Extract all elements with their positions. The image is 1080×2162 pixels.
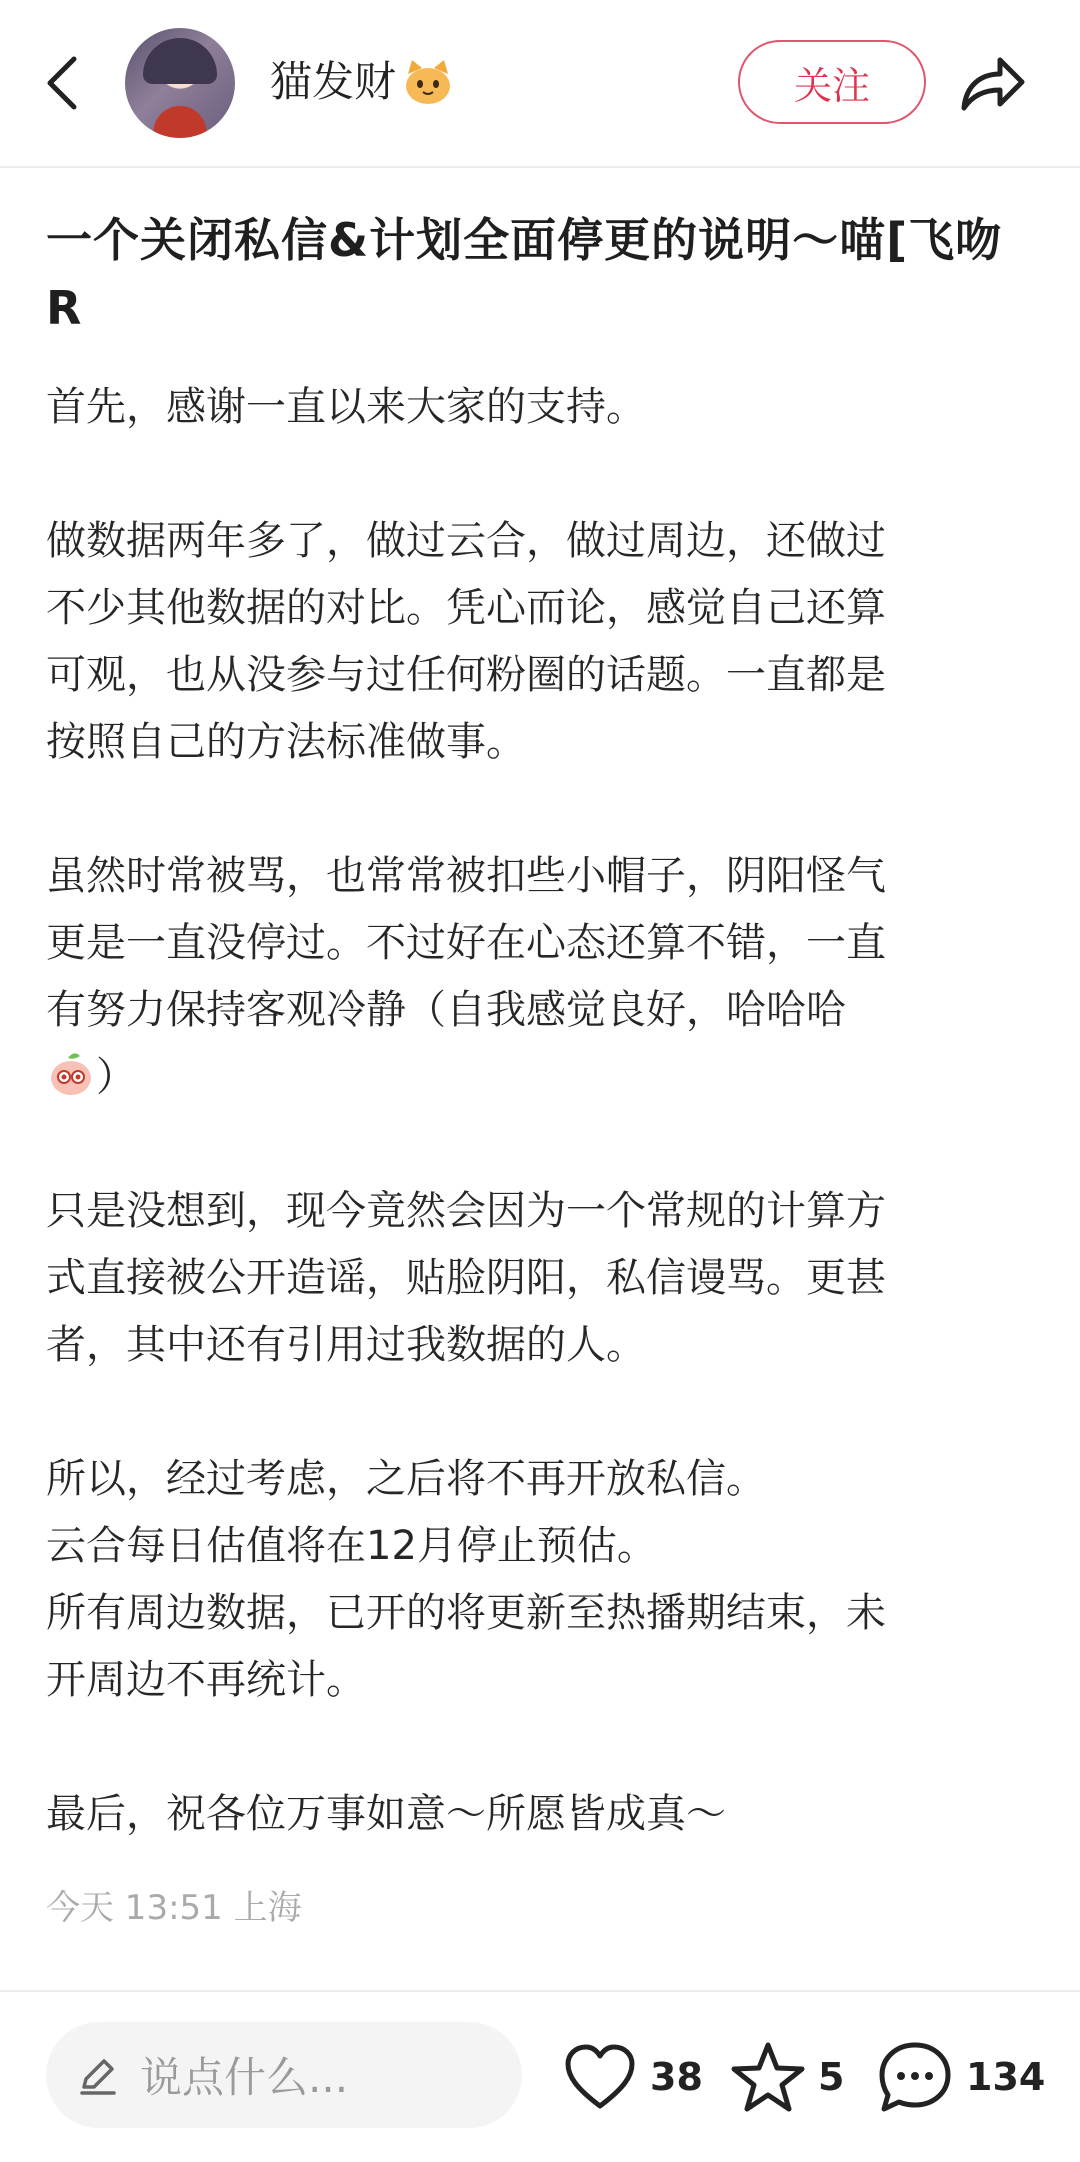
comment-placeholder: 说点什么... (140, 2053, 349, 2102)
comment-input[interactable] (46, 2022, 522, 2128)
paragraph-6: 最后，祝各位万事如意～所愿皆成真～ (46, 1791, 726, 1837)
paragraph-3: 虽然时常被骂，也常常被扣些小帽子，阴阳怪气 更是一直没停过。不过好在心态还算不错，一直 有努力保持客观冷静（自我感觉良好，哈哈哈 ） (46, 853, 886, 1100)
peach-emoji-icon (46, 1048, 96, 1098)
post-meta: 今天 13:51 上海 (46, 1888, 302, 1928)
post-title: 一个关闭私信&计划全面停更的说明～喵[飞吻R (46, 213, 1003, 335)
like-count: 38 (650, 2055, 703, 2099)
comment-count: 134 (966, 2055, 1046, 2099)
back-button[interactable] (32, 50, 92, 116)
comment-button[interactable] (876, 2032, 1045, 2122)
paragraph-1: 首先，感谢一直以来大家的支持。 (46, 384, 646, 430)
username[interactable] (270, 52, 454, 112)
heart-icon (562, 2042, 638, 2112)
back-arrow-icon (42, 53, 82, 113)
star-icon (730, 2040, 806, 2114)
top-bar (0, 0, 1080, 168)
bottom-bar (0, 1990, 1080, 2162)
like-button[interactable] (562, 2032, 703, 2122)
share-button[interactable] (956, 48, 1028, 118)
cat-emoji-icon (402, 58, 454, 106)
avatar[interactable] (125, 28, 235, 138)
paragraph-5: 所以，经过考虑，之后将不再开放私信。 云合每日估值将在12月停止预估。 所有周边数据，已开的将更新至热播期结束，未 开周边不再统计。 (46, 1456, 886, 1703)
post-body (46, 374, 1036, 1848)
favorite-count: 5 (818, 2055, 845, 2099)
follow-button[interactable]: 关注 (738, 40, 926, 124)
paragraph-2: 做数据两年多了，做过云合，做过周边，还做过 不少其他数据的对比。凭心而论，感觉自己还算 可观，也从没参与过任何粉圈的话题。一直都是 按照自己的方法标准做事。 (46, 518, 886, 765)
paragraph-4: 只是没想到，现今竟然会因为一个常规的计算方 式直接被公开造谣，贴脸阴阳，私信谩骂。更甚 者，其中还有引用过我数据的人。 (46, 1188, 886, 1368)
favorite-button[interactable] (730, 2032, 844, 2122)
share-icon (956, 48, 1028, 118)
pen-icon (76, 2053, 120, 2097)
comment-bubble-icon (876, 2039, 954, 2115)
username-text: 猫发财 (270, 57, 397, 106)
